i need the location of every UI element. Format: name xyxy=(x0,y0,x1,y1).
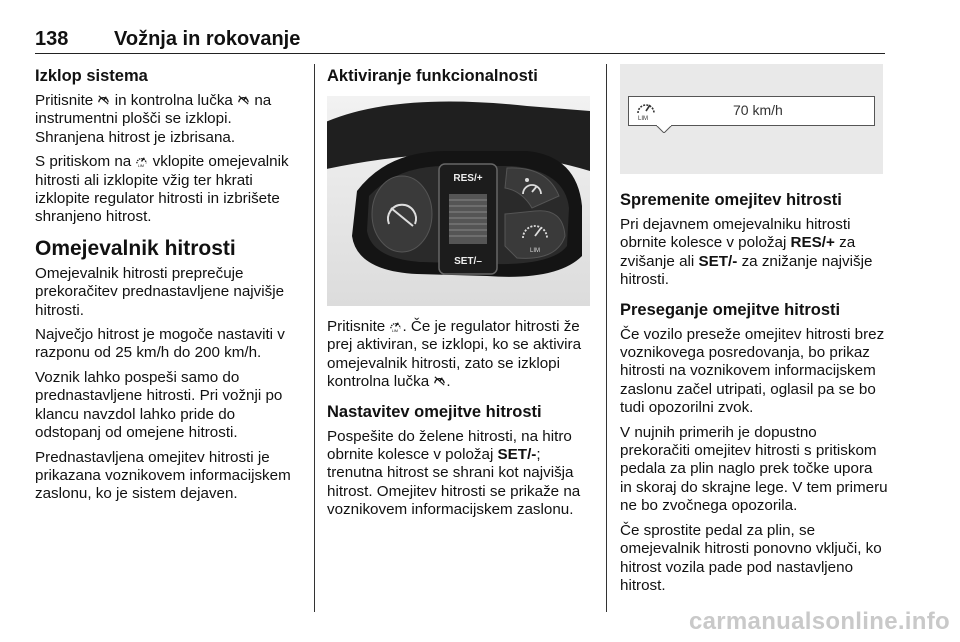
limiter-off-icon xyxy=(97,93,110,106)
column-divider-2 xyxy=(606,64,607,612)
heading-nastavitev: Nastavitev omejitve hitrosti xyxy=(327,402,542,421)
lim-label: LIM xyxy=(529,248,541,254)
paragraph-izklop: Pritisnite in kontrolna lučka na instrumentni plošči se izklopi. Shranjena hitrost je izbrisana. xyxy=(35,92,272,146)
column-1 xyxy=(35,64,303,510)
page-header xyxy=(35,24,885,54)
limiter-off-icon xyxy=(433,374,446,387)
page-title: Vožnja in rokovanje xyxy=(114,28,301,50)
speed-limiter-icon xyxy=(389,319,402,332)
page-number: 138 xyxy=(35,28,69,50)
svg-text:LIM: LIM xyxy=(138,164,145,168)
speed-readout: 70 km/h xyxy=(733,102,783,118)
paragraph-omejevalnik-2: Največjo hitrost je mogoče nastaviti v razponu od 25 km/h do 200 km/h. xyxy=(35,326,285,362)
column-3 xyxy=(620,64,888,601)
paragraph-preseganje-3: Če sprostite pedal za plin, se omejevalnik hitrosti ponovno vključi, ko hitrost vozila pade pod nastavljeno hitrost. xyxy=(620,521,882,594)
limiter-off-icon xyxy=(237,93,250,106)
paragraph-omejevalnik-3: Voznik lahko pospeši samo do prednastavljene hitrosti. Pri vožnji po klancu navzdol lahko pride do odstopanj od omejene hitrosti. xyxy=(35,368,283,442)
speed-limiter-icon xyxy=(135,154,148,167)
paragraph-preseganje-2: V nujnih primerih je dopustno prekoračiti omejitev hitrosti s pritiskom pedala za plin naglo prek točke upora in skoraj do skrajne lege. V tem primeru ne bo zvočnega opozorila. xyxy=(620,423,888,515)
heading-preseganje: Preseganje omejitve hitrosti xyxy=(620,300,841,319)
res-label: RES/+ xyxy=(453,173,483,184)
display-pointer xyxy=(656,125,672,133)
speed-limit-display xyxy=(628,96,875,126)
heading-spremenite: Spremenite omejitev hitrosti xyxy=(620,191,842,209)
set-label: SET/– xyxy=(454,256,482,267)
paragraph-izklop-2: S pritiskom na LIM vklopite omejevalnik hitrosti ali izklopite vžig ter hkrati izklopite regulator hitrosti in izbrišete shranjeno hitrost. xyxy=(35,153,289,226)
driver-display-image xyxy=(620,64,883,174)
column-2 xyxy=(327,64,595,526)
heading-omejevalnik: Omejevalnik hitrosti xyxy=(35,236,236,260)
heading-izklop-sistema: Izklop sistema xyxy=(35,67,148,85)
heading-aktiviranje: Aktiviranje funkcionalnosti xyxy=(327,67,538,85)
paragraph-omejevalnik-1: Omejevalnik hitrosti preprečuje prekoračitev prednastavljene najvišje hitrosti. xyxy=(35,264,285,319)
watermark: carmanualsonline.info xyxy=(688,608,950,635)
paragraph-preseganje-1: Če vozilo preseže omejitev hitrosti brez voznikovega posredovanja, bo prikaz hitrosti na voznikovem informacijskem zaslonu začel utripati, oglasil pa se bo tudi opozorilni zvok. xyxy=(620,325,885,417)
lim-indicator: LIM xyxy=(638,116,649,122)
steering-wheel-controls-image xyxy=(327,96,590,306)
paragraph-nastavitev: Pospešite do želene hitrosti, na hitro obrnite kolesce v položaj SET/-; trenutna hitrost se shrani kot najvišja hitrost. Omejitev hitrosti se prikaže na voznikovem informacijskem zaslonu. xyxy=(327,427,581,519)
svg-text:LIM: LIM xyxy=(392,329,399,332)
column-divider-1 xyxy=(314,64,315,612)
paragraph-aktiviranje: Pritisnite LIM . Če je regulator hitrosti že prej aktiviran, se izklopi, ko se aktivira omejevalnik hitrosti, zato se izklopi kontrolna lučka . xyxy=(327,318,582,391)
paragraph-spremenite: Pri dejavnem omejevalniku hitrosti obrnite kolesce v položaj RES/+ za zvišanje ali SET/- za znižanje najvišje hitrosti. xyxy=(620,216,873,289)
paragraph-omejevalnik-4: Prednastavljena omejitev hitrosti je prikazana voznikovem informacijskem zaslonu, ko je sistem dejaven. xyxy=(35,448,291,503)
